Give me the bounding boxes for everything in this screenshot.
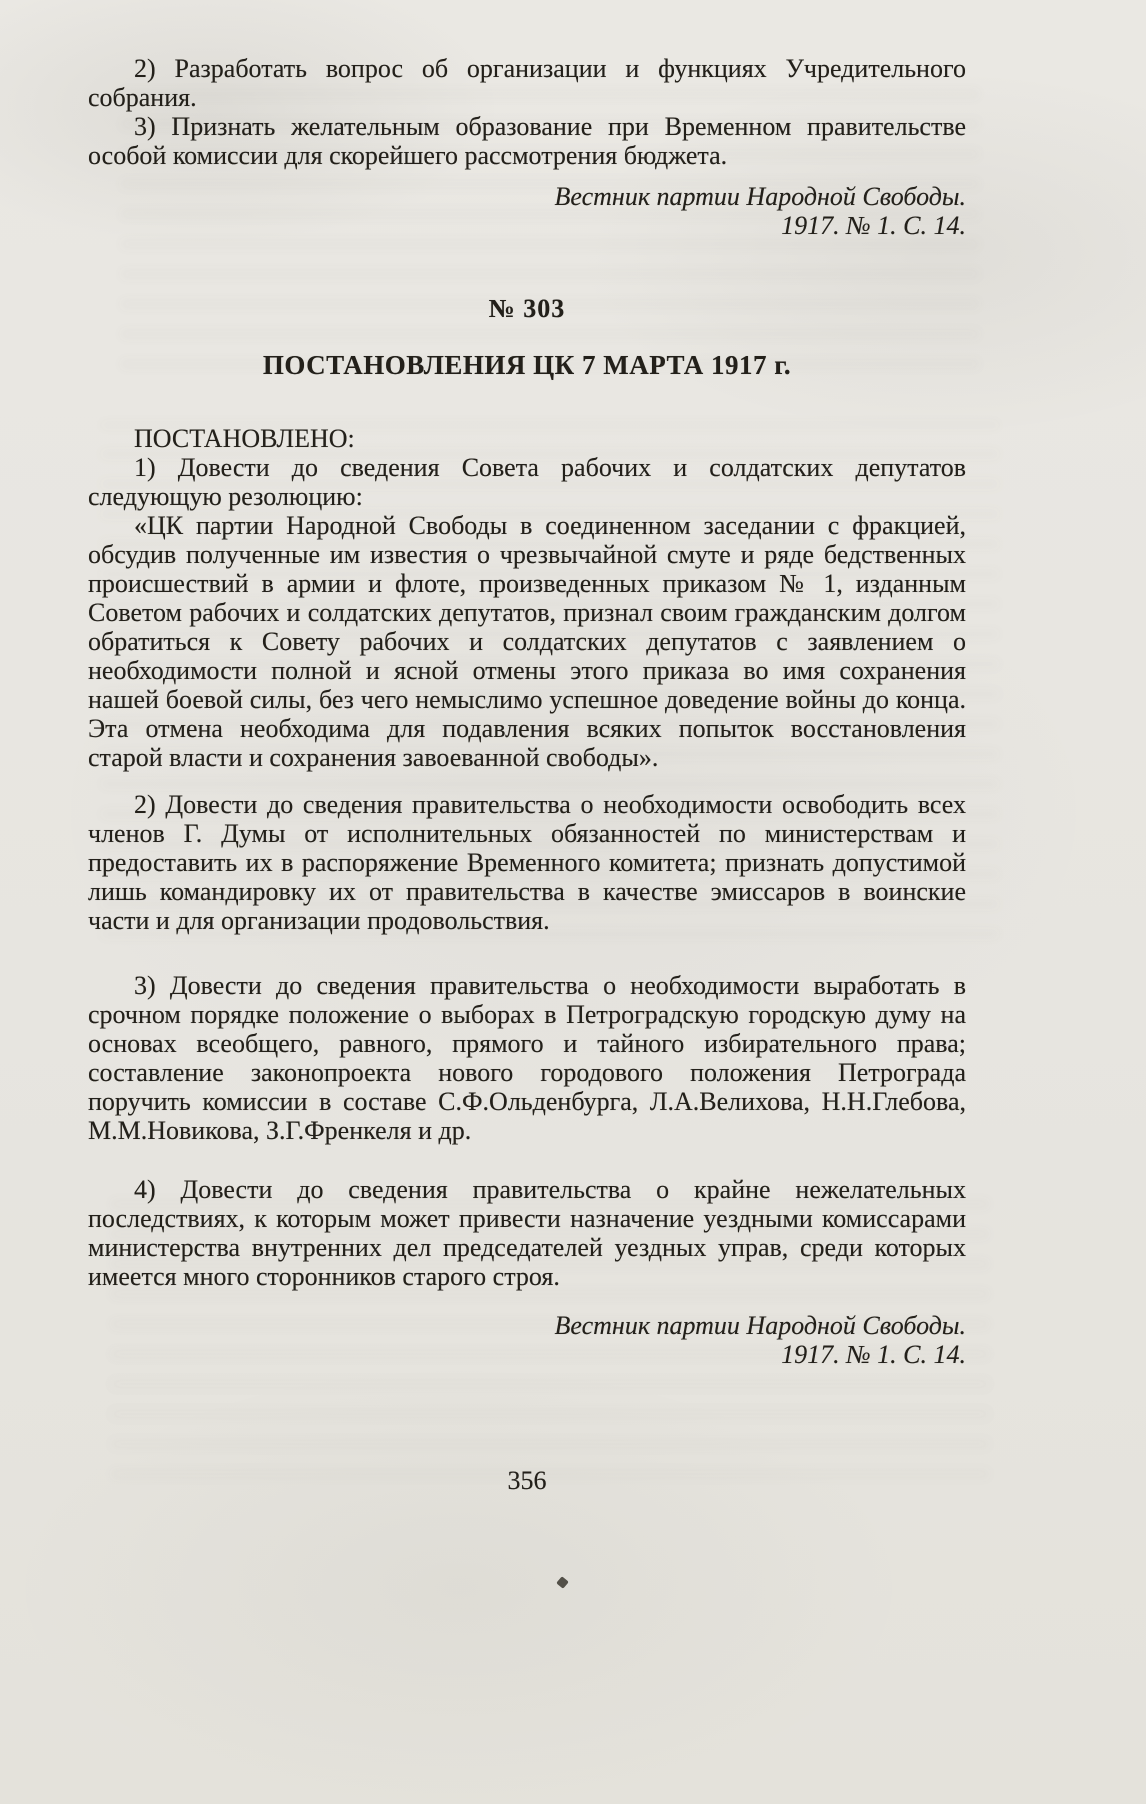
intro-paragraph-2: 2) Разработать вопрос об организации и функциях Учредительного собрания.	[88, 54, 966, 112]
document-number: № 303	[488, 294, 566, 323]
source-citation-line: Вестник партии Народной Свободы.	[554, 1311, 966, 1340]
source-citation-line: Вестник партии Народной Свободы.	[554, 182, 966, 211]
resolution-item-3: 3) Довести до сведения правительства о необходимости выработать в срочном порядке положение о выборах в Петроградскую городскую думу на основах всеобщего, равного, прямого и тайного избирательного права; составление законопроекта нового городового положения Петрограда поручить комиссии в составе С.Ф.Ольденбурга, Л.А.Велихова, Н.Н.Глебова, М.М.Новикова, З.Г.Френкеля и др.	[88, 971, 966, 1145]
resolution-item-2: 2) Довести до сведения правительства о необходимости освободить всех членов Г. Думы от исполнительных обязанностей по министерствам и предоставить их в распоряжение Временного комитета; признать допустимой лишь командировку их от правительства в качестве эмиссаров в воинские части и для организации продовольствия.	[88, 790, 966, 935]
resolution-quote: «ЦК партии Народной Свободы в соединенном заседании с фракцией, обсудив полученные им известия о чрезвычайной смуте и ряде бедственных происшествий в армии и флоте, произведенных приказом № 1, изданным Советом рабочих и солдатских депутатов, признал своим гражданским долгом обратиться к Совету рабочих и солдатских депутатов с заявлением о необходимости полной и ясной отмены этого приказа во имя сохранения нашей боевой силы, без чего немыслимо успешное доведение войны до конца. Эта отмена необходима для подавления всяких попыток восстановления старой власти и сохранения завоеванной свободы».	[88, 511, 966, 772]
page-number-row	[88, 1466, 966, 1496]
resolution-item-1: 1) Довести до сведения Совета рабочих и солдатских депутатов следующую резолюцию:	[88, 453, 966, 511]
printers-mark	[556, 1576, 569, 1589]
page-number: 356	[507, 1466, 547, 1495]
resolved-heading: ПОСТАНОВЛЕНО:	[134, 424, 355, 453]
page-content	[88, 54, 966, 1369]
source-citation-line: 1917. № 1. С. 14.	[781, 1340, 966, 1369]
resolution-item-4: 4) Довести до сведения правительства о крайне нежелательных последствиях, к которым может привести назначение уездными комиссарами министерства внутренних дел председателей уездных управ, среди которых имеется много сторонников старого строя.	[88, 1175, 966, 1291]
source-citation-bottom	[88, 1311, 966, 1369]
intro-paragraph-3: 3) Признать желательным образование при Временном правительстве особой комиссии для скорейшего рассмотрения бюджета.	[88, 112, 966, 170]
document-title: ПОСТАНОВЛЕНИЯ ЦК 7 МАРТА 1917 г.	[262, 350, 792, 380]
source-citation-line: 1917. № 1. С. 14.	[781, 211, 966, 240]
source-citation-top	[88, 182, 966, 240]
